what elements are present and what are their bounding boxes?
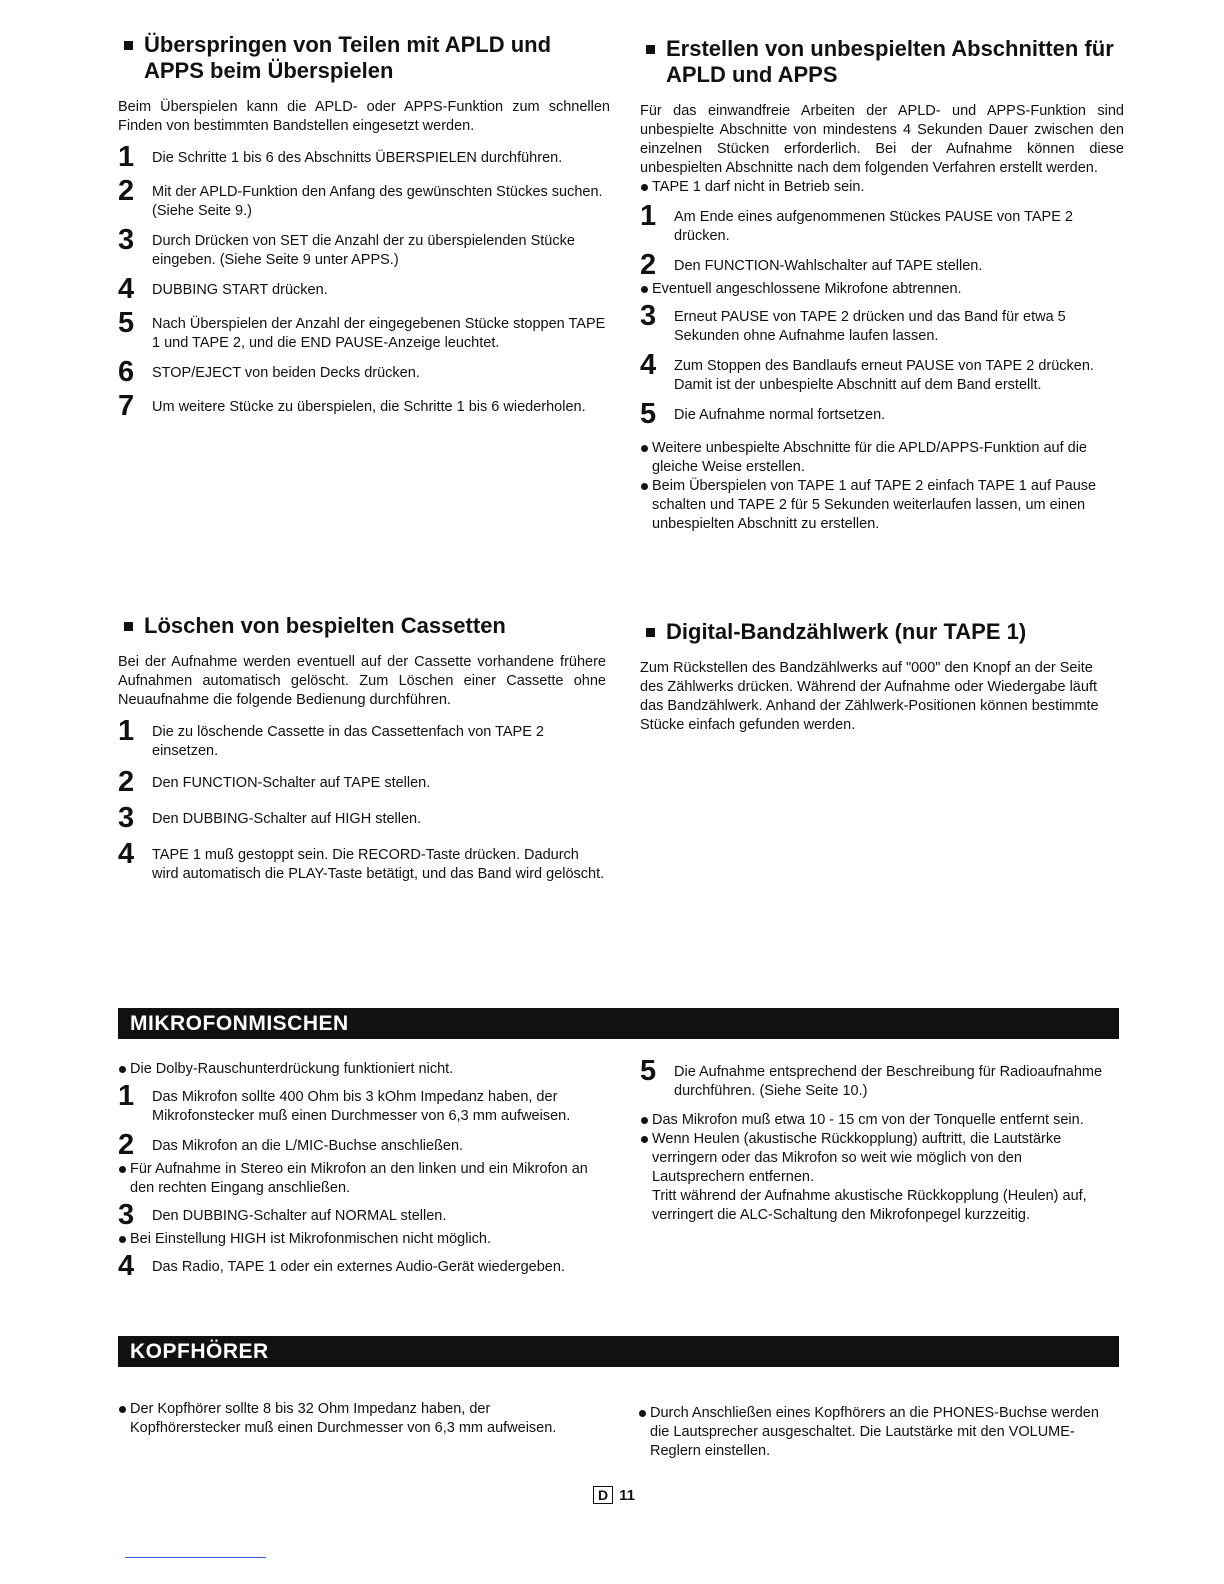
step-item: 5 Die Aufnahme entsprechend der Beschreibung für Radioaufnahme durchführen. (Siehe Seite 10.) bbox=[640, 1055, 1103, 1099]
step-text: Die zu löschende Cassette in das Cassettenfach von TAPE 2 einsetzen. bbox=[152, 724, 544, 759]
step-item: 2 Den FUNCTION-Wahlschalter auf TAPE stellen. bbox=[640, 249, 983, 281]
step-list bbox=[118, 141, 610, 422]
note-item: Der Kopfhörer sollte 8 bis 32 Ohm Impedanz haben, der Kopfhörerstecker muß einen Durchmesser von 6,3 mm aufweisen. bbox=[118, 1400, 602, 1438]
step-number: 5 bbox=[118, 307, 135, 339]
bullet-icon bbox=[118, 1160, 130, 1198]
bullet-icon bbox=[640, 477, 652, 534]
banner-headphones: KOPFHÖRER bbox=[118, 1336, 1119, 1367]
step-item bbox=[118, 141, 610, 173]
section-heading: Erstellen von unbespielten Abschnitten für APLD und APPS bbox=[640, 36, 1124, 88]
note-item: Die Dolby-Rauschunterdrückung funktioniert nicht. bbox=[118, 1060, 602, 1079]
headphones-left bbox=[118, 1400, 602, 1438]
note-item: Bei Einstellung HIGH ist Mikrofonmischen nicht möglich. bbox=[118, 1230, 602, 1249]
step-item: 1 Das Mikrofon sollte 400 Ohm bis 3 kOhm Impedanz haben, der Mikrofonstecker muß einen Durchmesser von 6,3 mm aufweisen. bbox=[118, 1080, 571, 1124]
banner-mic-mixing: MIKROFONMISCHEN bbox=[118, 1008, 1119, 1039]
step-item bbox=[118, 307, 610, 353]
footer-rule bbox=[125, 1557, 266, 1558]
step-text: TAPE 1 muß gestoppt sein. Die RECORD-Taste drücken. Dadurch wird automatisch die PLAY-Taste betätigt, und das Band wird gelöscht. bbox=[152, 847, 605, 882]
step-item bbox=[118, 356, 610, 388]
section-tape-counter bbox=[640, 619, 1120, 735]
section-erase-cassettes bbox=[118, 613, 606, 884]
bullet-icon bbox=[118, 1060, 130, 1079]
note-item: Wenn Heulen (akustische Rückkopplung) auftritt, die Lautstärke verringern oder das Mikrofon so weit wie möglich von den Lautsprechern entfernen. bbox=[640, 1130, 1118, 1187]
step-item: 3 Den DUBBING-Schalter auf NORMAL stellen. bbox=[118, 1199, 447, 1231]
section-heading: Digital-Bandzählwerk (nur TAPE 1) bbox=[640, 619, 1120, 645]
section-intro: Beim Überspielen kann die APLD- oder APPS-Funktion zum schnellen Finden von bestimmten Bandstellen eingesetzt werden. bbox=[118, 99, 610, 134]
mic-left-column bbox=[118, 1060, 602, 1281]
step-item bbox=[118, 766, 606, 798]
note-item: Eventuell angeschlossene Mikrofone abtrennen. bbox=[640, 280, 1124, 299]
bullet-icon bbox=[640, 1130, 652, 1187]
section-intro: Für das einwandfreie Arbeiten der APLD- und APPS-Funktion sind unbespielte Abschnitte von mindestens 4 Sekunden Dauer zwischen den einzelnen Stücken erforderlich. Bei der Aufnahme können diese unbespielten Abschnitte nach dem folgenden Verfahren erstellt werden. bbox=[640, 103, 1124, 176]
step-text: Durch Drücken von SET die Anzahl der zu überspielenden Stücke eingeben. (Siehe Seite 9 unter APPS.) bbox=[152, 233, 575, 268]
step-text: Die Schritte 1 bis 6 des Abschnitts ÜBERSPIELEN durchführen. bbox=[152, 150, 563, 166]
step-number: 7 bbox=[118, 390, 135, 422]
note-item: Durch Anschließen eines Kopfhörers an die PHONES-Buchse werden die Lautsprecher ausgeschaltet. Die Lautstärke mit den VOLUME-Reglern einstellen. bbox=[638, 1404, 1116, 1461]
step-item: 4 Zum Stoppen des Bandlaufs erneut PAUSE von TAPE 2 drücken. Damit ist der unbespielte Abschnitt auf dem Band erstellt. bbox=[640, 349, 1094, 393]
step-text: Um weitere Stücke zu überspielen, die Schritte 1 bis 6 wiederholen. bbox=[152, 399, 586, 415]
section-skip-apld-apps bbox=[118, 32, 610, 421]
bullet-icon bbox=[640, 1111, 652, 1130]
step-item bbox=[118, 224, 610, 270]
step-item bbox=[118, 273, 610, 305]
step-item: 5 Die Aufnahme normal fortsetzen. bbox=[640, 398, 886, 430]
step-number: 1 bbox=[118, 141, 135, 173]
note-item: Tritt während der Aufnahme akustische Rückkopplung (Heulen) auf, verringert die ALC-Schaltung den Mikrofonpegel kurzzeitig. bbox=[652, 1188, 1087, 1223]
step-item bbox=[118, 715, 606, 761]
step-item bbox=[118, 390, 610, 422]
step-item: 2 Das Mikrofon an die L/MIC-Buchse anschließen. bbox=[118, 1129, 464, 1161]
step-item bbox=[118, 802, 606, 834]
bullet-icon bbox=[638, 1404, 650, 1461]
step-text: Mit der APLD-Funktion den Anfang des gewünschten Stückes suchen. (Siehe Seite 9.) bbox=[152, 184, 603, 219]
section-heading: Löschen von bespielten Cassetten bbox=[118, 613, 606, 639]
step-item: 1 Am Ende eines aufgenommenen Stückes PAUSE von TAPE 2 drücken. bbox=[640, 200, 1073, 244]
page-number-value: 11 bbox=[619, 1486, 635, 1504]
step-text: DUBBING START drücken. bbox=[152, 282, 328, 298]
note-item: Beim Überspielen von TAPE 1 auf TAPE 2 einfach TAPE 1 auf Pause schalten und TAPE 2 für 5 Sekunden weiterlaufen lassen, um einen unbespielten Abschnitt zu erstellen. bbox=[640, 477, 1124, 534]
bullet-icon bbox=[118, 1230, 130, 1249]
step-number: 3 bbox=[118, 802, 135, 834]
section-create-blank-sections bbox=[640, 36, 1124, 534]
step-number: 4 bbox=[118, 273, 135, 305]
note-item: Weitere unbespielte Abschnitte für die APLD/APPS-Funktion auf die gleiche Weise erstellen. bbox=[640, 439, 1124, 477]
step-text: Den DUBBING-Schalter auf HIGH stellen. bbox=[152, 811, 422, 827]
bullet-icon bbox=[118, 1400, 130, 1438]
note-item: Das Mikrofon muß etwa 10 - 15 cm von der Tonquelle entfernt sein. bbox=[640, 1111, 1118, 1130]
step-number: 2 bbox=[118, 766, 135, 798]
page-number bbox=[593, 1486, 635, 1504]
step-item: 3 Erneut PAUSE von TAPE 2 drücken und das Band für etwa 5 Sekunden ohne Aufnahme laufen lassen. bbox=[640, 300, 1066, 344]
step-text: STOP/EJECT von beiden Decks drücken. bbox=[152, 365, 420, 381]
headphones-right bbox=[638, 1404, 1116, 1461]
mic-right-column bbox=[640, 1055, 1118, 1225]
note-item: Für Aufnahme in Stereo ein Mikrofon an den linken und ein Mikrofon an den rechten Eingang anschließen. bbox=[118, 1160, 602, 1198]
step-number: 2 bbox=[118, 175, 135, 207]
note-item: TAPE 1 darf nicht in Betrieb sein. bbox=[640, 178, 1124, 197]
step-text: Den FUNCTION-Schalter auf TAPE stellen. bbox=[152, 775, 431, 791]
step-number: 6 bbox=[118, 356, 135, 388]
step-item bbox=[118, 838, 606, 884]
step-item bbox=[118, 175, 610, 221]
step-number: 4 bbox=[118, 838, 135, 870]
language-badge: D bbox=[593, 1486, 613, 1504]
step-number: 1 bbox=[118, 715, 135, 747]
bullet-icon bbox=[640, 280, 652, 299]
section-heading: Überspringen von Teilen mit APLD und APPS beim Überspielen bbox=[118, 32, 610, 84]
step-item: 4 Das Radio, TAPE 1 oder ein externes Audio-Gerät wiedergeben. bbox=[118, 1250, 565, 1282]
step-text: Nach Überspielen der Anzahl der eingegebenen Stücke stoppen TAPE 1 und TAPE 2, und die END PAUSE-Anzeige leuchtet. bbox=[152, 316, 606, 351]
bullet-icon bbox=[640, 439, 652, 477]
section-intro: Bei der Aufnahme werden eventuell auf der Cassette vorhandene frühere Aufnahmen automatisch gelöscht. Zum Löschen einer Cassette ohne Neuaufnahme die folgende Bedienung durchführen. bbox=[118, 654, 606, 708]
section-text: Zum Rückstellen des Bandzählwerks auf "000" den Knopf an der Seite des Zählwerks drücken. Während der Aufnahme oder Wiedergabe läuft das Bandzählwerk. Anhand der Zählwerk-Positionen können bestimmte Stücke einfach gefunden werden. bbox=[640, 660, 1099, 733]
step-list bbox=[118, 715, 606, 884]
step-number: 3 bbox=[118, 224, 135, 256]
bullet-icon bbox=[640, 178, 652, 197]
